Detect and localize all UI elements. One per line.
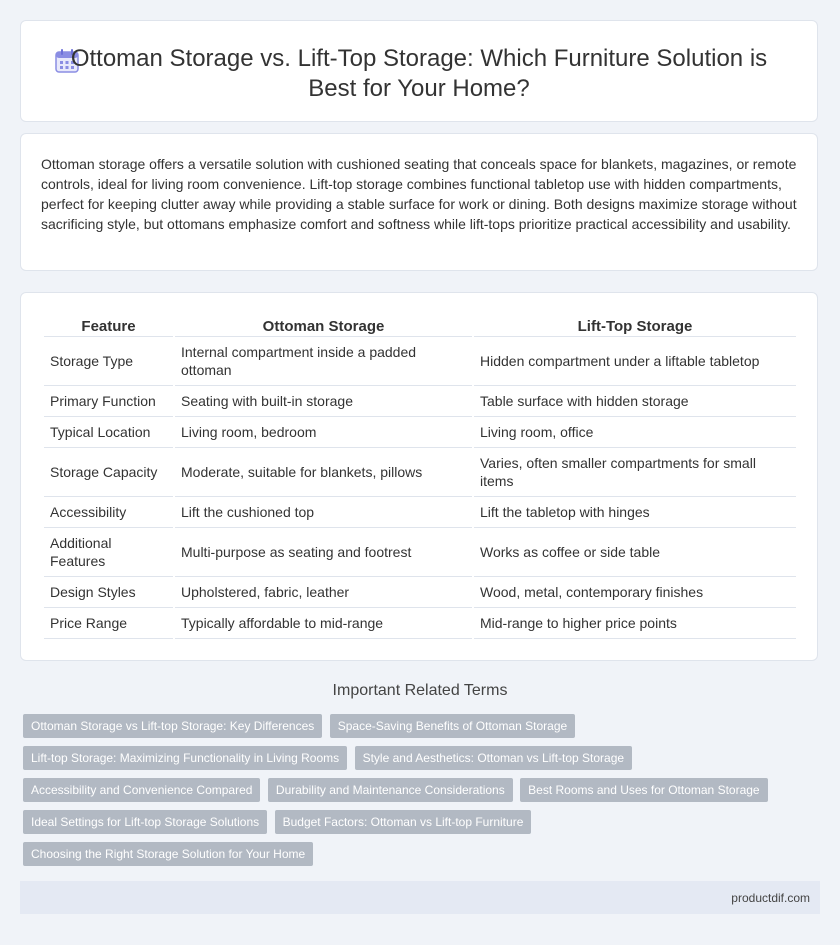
related-term-tag[interactable]: Lift-top Storage: Maximizing Functionality in Living Rooms [23,746,347,770]
table-cell: Multi-purpose as seating and footrest [175,528,472,577]
table-cell: Table surface with hidden storage [474,386,796,417]
table-cell: Living room, office [474,417,796,448]
title-card [20,20,818,122]
related-term-tag[interactable]: Budget Factors: Ottoman vs Lift-top Furniture [275,810,532,834]
related-term-tag[interactable]: Choosing the Right Storage Solution for Your Home [23,842,313,866]
table-row [44,528,796,577]
table-cell: Internal compartment inside a padded ottoman [175,337,472,386]
table-row [44,337,796,386]
comparison-card [20,292,818,661]
table-row [44,577,796,608]
table-cell: Lift the tabletop with hinges [474,497,796,528]
table-row [44,448,796,497]
comparison-table [42,316,798,639]
table-row [44,497,796,528]
table-cell: Design Styles [44,577,173,608]
table-cell: Varies, often smaller compartments for small items [474,448,796,497]
table-header: Ottoman Storage [175,316,472,337]
table-cell: Price Range [44,608,173,639]
table-cell: Works as coffee or side table [474,528,796,577]
intro-text: Ottoman storage offers a versatile solution with cushioned seating that conceals space for blankets, magazines, or remote controls, ideal for living room convenience. Lift-top storage combines functional tabletop use with hidden compartments, perfect for keeping clutter away while providing a stable surface for work or dining. Both designs maximize storage without sacrificing style, but ottomans emphasize comfort and softness while lift-tops prioritize practical accessibility and usability. [41,156,797,232]
table-cell: Storage Capacity [44,448,173,497]
table-cell: Seating with built-in storage [175,386,472,417]
related-term-tag[interactable]: Accessibility and Convenience Compared [23,778,260,802]
table-row [44,608,796,639]
table-cell: Mid-range to higher price points [474,608,796,639]
table-row [44,417,796,448]
table-cell: Accessibility [44,497,173,528]
related-term-tag[interactable]: Best Rooms and Uses for Ottoman Storage [520,778,767,802]
table-header: Lift-Top Storage [474,316,796,337]
related-term-tag[interactable]: Ideal Settings for Lift-top Storage Solutions [23,810,267,834]
table-cell: Additional Features [44,528,173,577]
table-header: Feature [44,316,173,337]
table-cell: Upholstered, fabric, leather [175,577,472,608]
table-cell: Typical Location [44,417,173,448]
table-row [44,386,796,417]
footer-site-link[interactable]: productdif.com [731,891,810,905]
table-cell: Hidden compartment under a liftable tabletop [474,337,796,386]
related-term-tag[interactable]: Style and Aesthetics: Ottoman vs Lift-top Storage [355,746,632,770]
related-term-tag[interactable]: Durability and Maintenance Considerations [268,778,513,802]
table-cell: Typically affordable to mid-range [175,608,472,639]
related-terms-title: Important Related Terms [332,682,508,699]
table-cell: Primary Function [44,386,173,417]
table-cell: Moderate, suitable for blankets, pillows [175,448,472,497]
related-term-tag[interactable]: Space-Saving Benefits of Ottoman Storage [330,714,575,738]
page-title: Ottoman Storage vs. Lift-Top Storage: Which Furniture Solution is Best for Your Home? [70,45,768,102]
table-cell: Wood, metal, contemporary finishes [474,577,796,608]
footer [20,881,820,914]
related-terms-list [23,714,803,874]
table-cell: Storage Type [44,337,173,386]
table-header-row [44,316,796,337]
table-cell: Lift the cushioned top [175,497,472,528]
related-term-tag[interactable]: Ottoman Storage vs Lift-top Storage: Key Differences [23,714,322,738]
table-cell: Living room, bedroom [175,417,472,448]
intro-card [20,133,818,271]
